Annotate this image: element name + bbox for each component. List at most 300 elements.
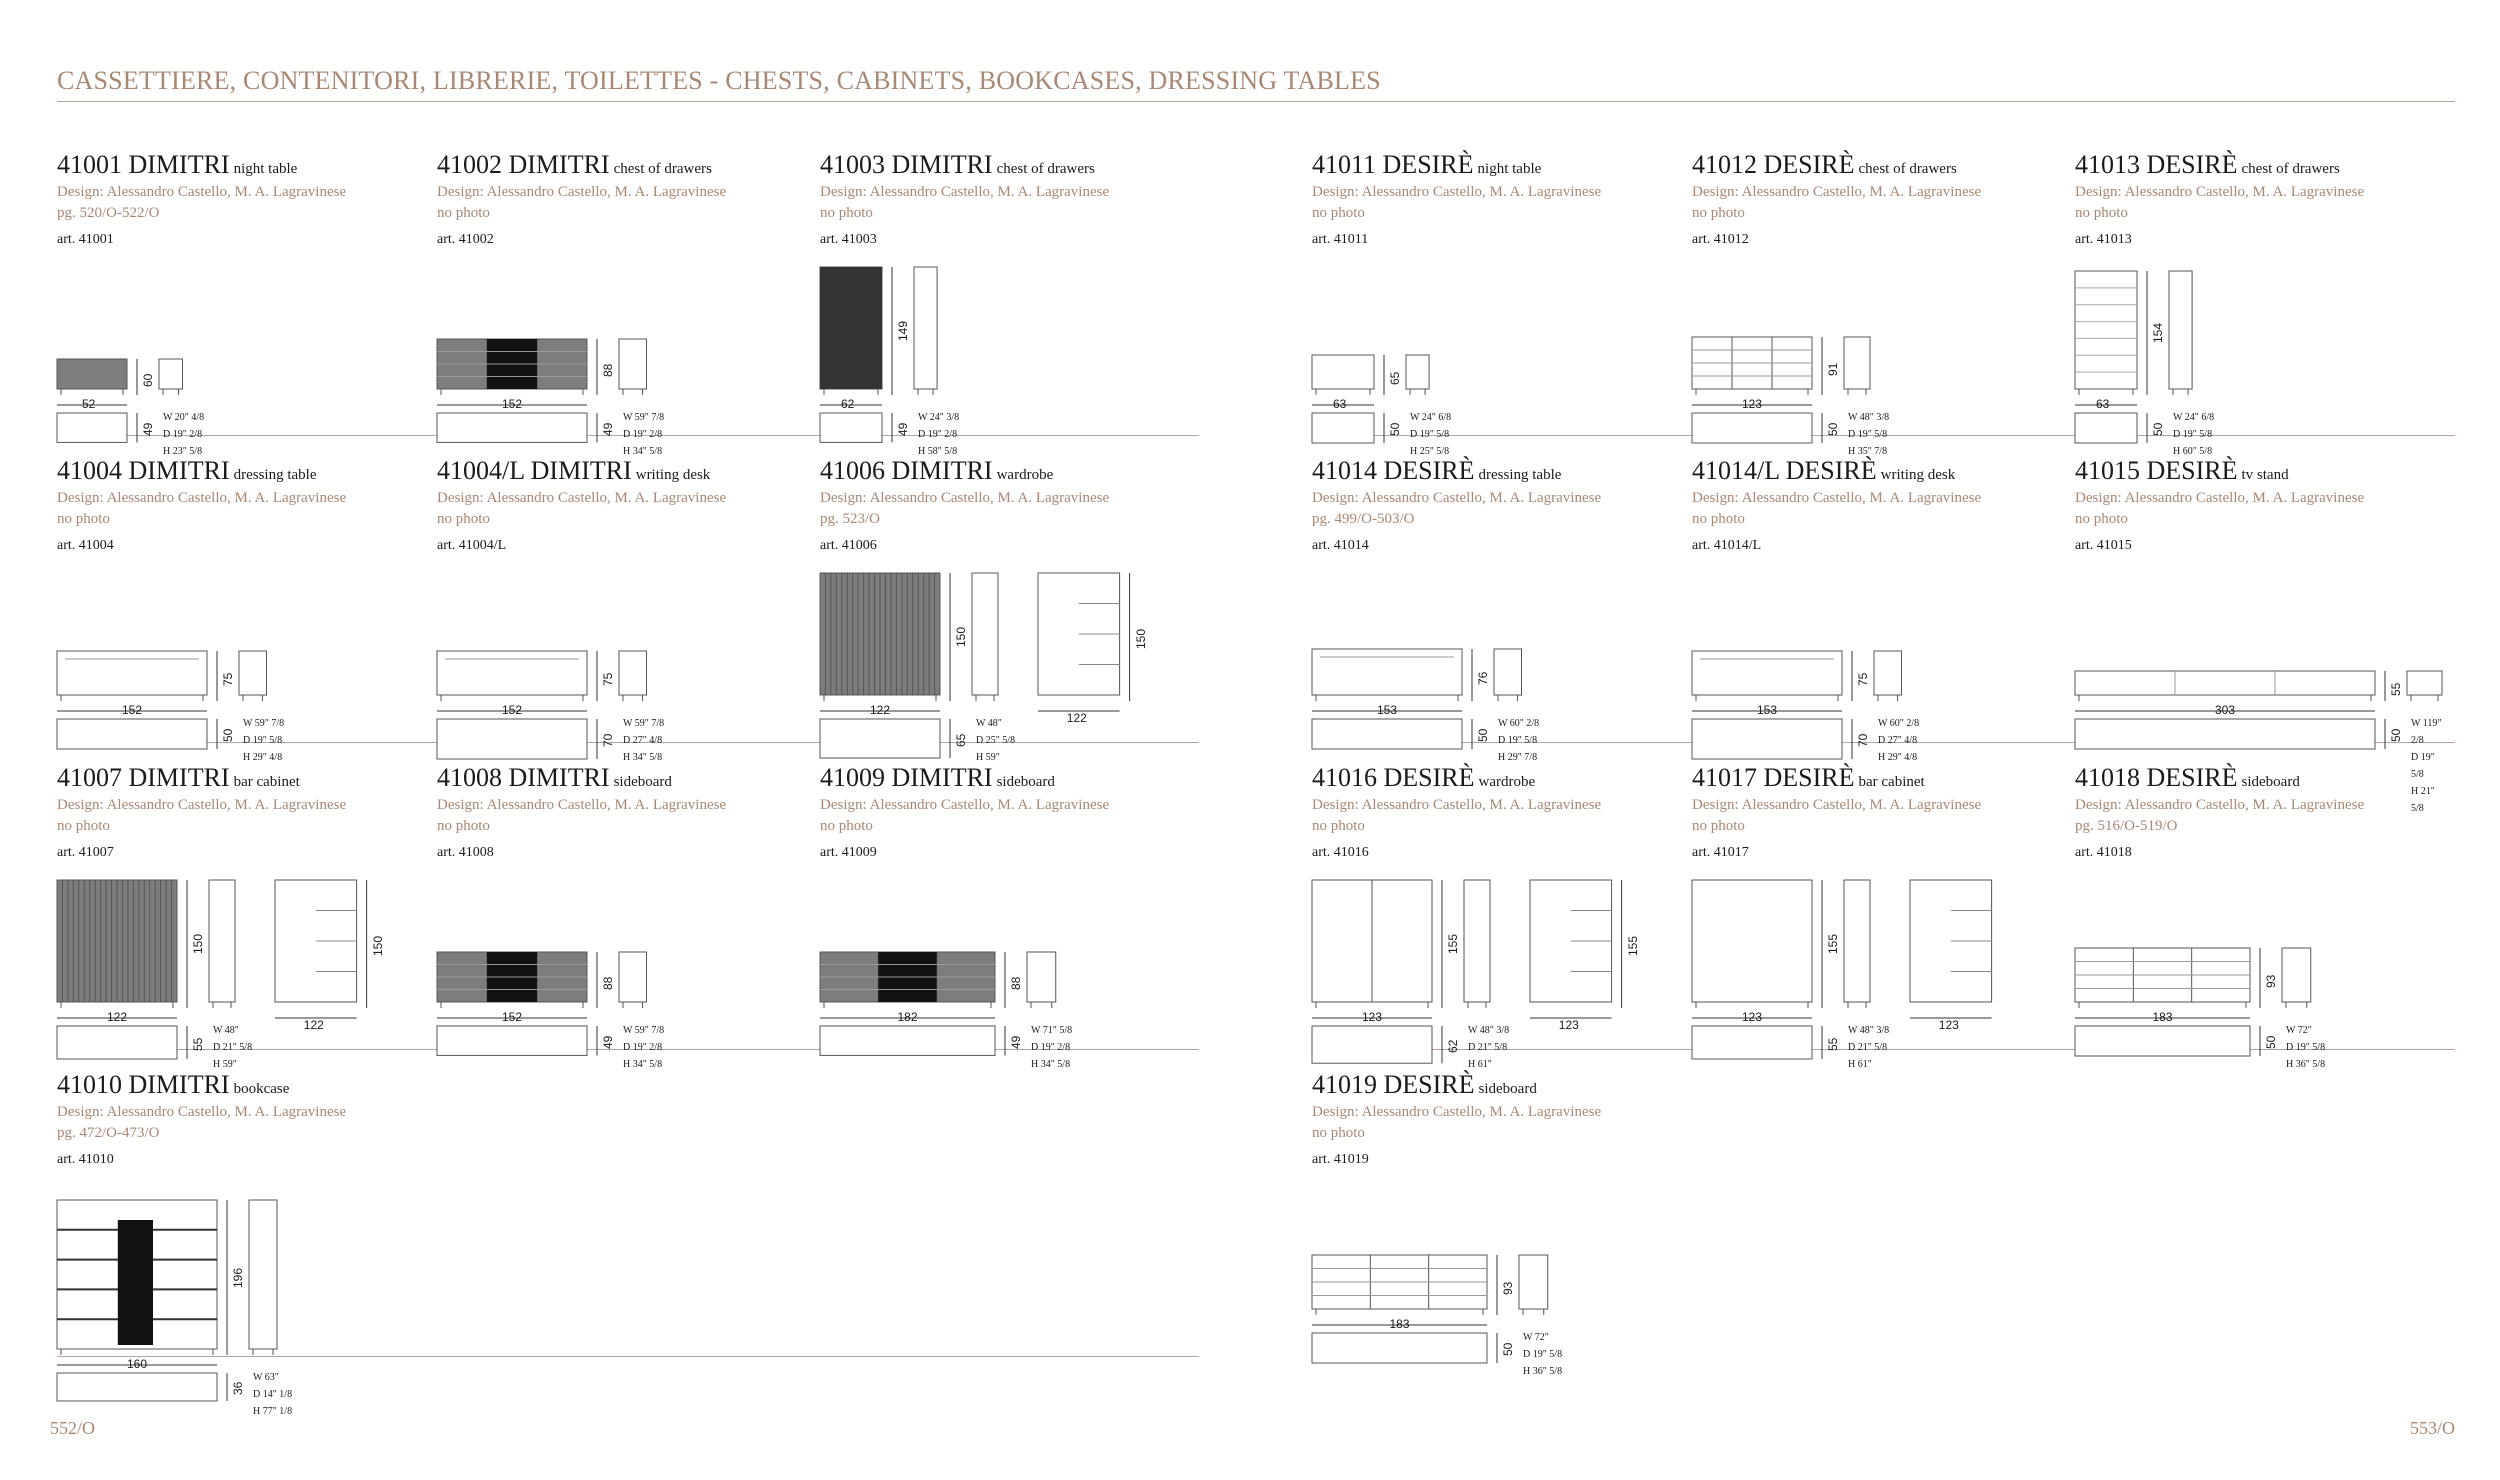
plan-view [820,719,940,758]
product-card [1312,763,1682,1070]
product-card [1312,150,1682,457]
depth-label: 70 [1856,733,1870,747]
inch-dimension-w: W 119" 2/8 [2411,718,2442,746]
depth-label: 49 [601,1035,615,1049]
designer-credit: Design: Alessandro Castello, M. A. Lagravinese [57,1104,347,1120]
height-label: 155 [1826,933,1840,954]
height-label: 150 [191,933,205,954]
inch-dimension-d: D 19" 2/8 [623,1042,663,1053]
photo-reference: pg. 499/O-503/O [1312,511,1415,527]
designer-credit: Design: Alessandro Castello, M. A. Lagravinese [820,184,1110,200]
width-label: 153 [1377,703,1398,717]
width-label: 63 [2096,397,2110,411]
inch-dimension-h: H 59" [213,1059,237,1070]
inch-dimension-w: W 63" [253,1372,279,1383]
front-body [2075,271,2137,389]
side-view [1519,1255,1548,1309]
product-card [2075,150,2445,457]
inch-dimension-h: H 58" 5/8 [918,446,958,457]
height-label: 88 [601,976,615,990]
front-view [57,651,207,701]
product-type: dressing table [233,467,317,483]
inch-dimension-w: W 59" 7/8 [623,718,665,729]
inch-dimension-w: W 72" [2286,1025,2312,1036]
inch-dimension-d: D 19" 5/8 [1410,429,1450,440]
article-number: art. 41013 [2075,232,2132,247]
depth-label: 50 [2264,1035,2278,1049]
designer-credit: Design: Alessandro Castello, M. A. Lagravinese [57,184,347,200]
inch-dimension-d: D 27" 4/8 [623,735,663,746]
inch-dimension-w: W 71" 5/8 [1031,1025,1073,1036]
article-number: art. 41004/L [437,538,507,553]
front-view [2075,271,2137,395]
product-type: bar cabinet [233,774,300,790]
plan-view [2075,413,2137,443]
product-type: bar cabinet [1858,774,1925,790]
product-card [1692,763,2062,1070]
plan-view [437,719,587,759]
article-number: art. 41019 [1312,1152,1369,1167]
inch-dimension-d: D 19" 5/8 [2411,752,2435,780]
height-label: 55 [2389,682,2403,696]
depth-label: 50 [1501,1342,1515,1356]
width-label: 152 [122,703,143,717]
photo-reference: no photo [1312,818,1365,834]
plan-view [2075,1026,2250,1056]
inch-dimension-w: W 59" 7/8 [243,718,285,729]
depth-label: 55 [1826,1037,1840,1051]
height-label: 75 [1856,672,1870,686]
designer-credit: Design: Alessandro Castello, M. A. Lagravinese [820,490,1110,506]
product-code: 41004 DIMITRI [57,456,230,485]
product-type: night table [233,161,298,177]
inch-dimension-h: H 23" 5/8 [163,446,203,457]
inch-dimension-d: D 19" 5/8 [1848,429,1888,440]
inch-dimensions [1848,409,1889,460]
front-view [820,573,940,701]
inch-dimension-h: H 34" 5/8 [623,752,663,763]
front-body [1312,355,1374,389]
width-label: 52 [82,397,96,411]
article-number: art. 41014 [1312,538,1369,553]
width-label: 303 [2215,703,2236,717]
height-label: 155 [1446,933,1460,954]
width-label: 123 [1362,1010,1383,1024]
inch-dimension-w: W 72" [1523,1332,1549,1343]
side-view [619,339,647,389]
product-type: chest of drawers [1858,161,1957,177]
product-code: 41018 DESIRÈ [2075,763,2238,792]
width-label: 183 [2152,1010,2173,1024]
designer-credit: Design: Alessandro Castello, M. A. Lagravinese [57,490,347,506]
photo-reference: no photo [2075,205,2128,221]
plan-view [1312,1333,1487,1363]
inch-dimension-d: D 19" 5/8 [2286,1042,2326,1053]
front-view [1312,880,1432,1008]
width-label: 160 [127,1357,148,1371]
photo-reference: no photo [1692,818,1745,834]
front-view [1312,1255,1487,1315]
inch-dimensions [1523,1329,1562,1380]
inch-dimension-h: H 59" [976,752,1000,763]
inch-dimension-w: W 24" 6/8 [1410,412,1452,423]
product-code: 41011 DESIRÈ [1312,150,1474,179]
photo-reference: no photo [57,511,110,527]
inch-dimension-h: H 34" 5/8 [1031,1059,1071,1070]
product-card [437,763,807,1070]
article-number: art. 41006 [820,538,877,553]
width-label: 122 [107,1010,128,1024]
page-header: CASSETTIERE, CONTENITORI, LIBRERIE, TOILETTES - CHESTS, CABINETS, BOOKCASES, DRESSING TABLES [57,66,1381,95]
product-code: 41006 DIMITRI [820,456,993,485]
side-view [2407,671,2442,695]
front-body [1312,649,1462,695]
height-label: 196 [231,1267,245,1288]
inch-dimension-d: D 19" 5/8 [1498,735,1538,746]
photo-reference: no photo [437,511,490,527]
inch-dimension-h: H 29" 4/8 [1878,752,1918,763]
plan-view [820,1026,995,1055]
width-label: 183 [1389,1317,1410,1331]
product-code: 41019 DESIRÈ [1312,1070,1475,1099]
designer-credit: Design: Alessandro Castello, M. A. Lagravinese [1312,490,1602,506]
inch-dimensions [163,409,204,460]
width-label: 63 [1333,397,1347,411]
width-label: 153 [1757,703,1778,717]
side-view [619,952,647,1002]
product-drawing [2075,150,2455,470]
inch-dimension-h: H 25" 5/8 [1410,446,1450,457]
inch-dimension-w: W 60" 2/8 [1878,718,1920,729]
product-code: 41008 DIMITRI [437,763,610,792]
product-card [1312,1070,1682,1377]
product-card [1692,150,2062,457]
inch-dimension-w: W 48" 3/8 [1848,1025,1890,1036]
inch-dimension-d: D 27" 4/8 [1878,735,1918,746]
depth-label: 49 [1009,1035,1023,1049]
inch-dimension-w: W 60" 2/8 [1498,718,1540,729]
product-drawing [820,150,1200,470]
article-number: art. 41001 [57,232,114,247]
product-code: 41015 DESIRÈ [2075,456,2238,485]
inch-dimension-d: D 21" 5/8 [213,1042,253,1053]
photo-reference: no photo [1692,511,1745,527]
width-label: 152 [502,397,523,411]
product-code: 41017 DESIRÈ [1692,763,1855,792]
inch-dimension-w: W 24" 6/8 [2173,412,2215,423]
depth-label: 50 [221,728,235,742]
plan-view [1692,413,1812,443]
side-view [209,880,235,1002]
inch-dimension-w: W 48" [976,718,1002,729]
depth-label: 50 [1476,728,1490,742]
inch-dimension-h: H 34" 5/8 [623,446,663,457]
inch-dimension-h: H 36" 5/8 [1523,1366,1563,1377]
plan-view [437,413,587,442]
front-view [437,339,587,395]
article-number: art. 41008 [437,845,494,860]
inch-dimensions [976,715,1015,766]
product-card [820,456,1190,763]
inch-dimensions [243,715,284,766]
inch-dimension-d: D 19" 2/8 [623,429,663,440]
inch-dimension-h: H 29" 4/8 [243,752,283,763]
photo-reference: no photo [820,818,873,834]
height-label: 149 [896,320,910,341]
side-view [239,651,267,695]
inch-dimensions [918,409,959,460]
inch-dimension-d: D 19" 5/8 [2173,429,2213,440]
product-type: chest of drawers [2241,161,2340,177]
product-card [820,763,1190,1070]
side-view [1874,651,1902,695]
front-view [820,952,995,1008]
product-card [57,456,427,763]
width-label: 122 [870,703,891,717]
article-number: art. 41004 [57,538,114,553]
depth-label: 65 [954,733,968,747]
inch-dimensions [1878,715,1919,766]
product-type: wardrobe [1478,774,1536,790]
inch-dimensions [2173,409,2214,460]
designer-credit: Design: Alessandro Castello, M. A. Lagravinese [1312,184,1602,200]
front-view [57,359,127,395]
article-number: art. 41010 [57,1152,114,1167]
product-code: 41009 DIMITRI [820,763,993,792]
front-body [2075,671,2375,695]
inch-dimension-h: H 61" [1848,1059,1872,1070]
inch-dimension-d: D 14" 1/8 [253,1389,293,1400]
product-type: bookcase [233,1081,290,1097]
article-number: art. 41011 [1312,232,1369,247]
product-code: 41012 DESIRÈ [1692,150,1855,179]
photo-reference: pg. 472/O-473/O [57,1125,160,1141]
interior-width-label: 122 [303,1018,324,1032]
inch-dimension-d: D 19" 5/8 [243,735,283,746]
photo-reference: pg. 523/O [820,511,880,527]
front-body [57,651,207,695]
article-number: art. 41016 [1312,845,1369,860]
designer-credit: Design: Alessandro Castello, M. A. Lagravinese [2075,184,2365,200]
product-type: sideboard [996,774,1055,790]
product-type: dressing table [1478,467,1562,483]
designer-credit: Design: Alessandro Castello, M. A. Lagravinese [2075,797,2365,813]
depth-label: 49 [896,422,910,436]
width-label: 182 [897,1010,918,1024]
designer-credit: Design: Alessandro Castello, M. A. Lagravinese [1692,184,1982,200]
front-view [2075,671,2375,701]
inch-dimensions [2286,1022,2325,1073]
depth-label: 49 [141,422,155,436]
inch-dimension-d: D 19" 2/8 [163,429,203,440]
width-label: 123 [1742,397,1763,411]
front-view [1692,651,1842,701]
plan-view [1312,413,1374,443]
inch-dimension-d: D 19" 2/8 [918,429,958,440]
article-number: art. 41012 [1692,232,1749,247]
product-code: 41014/L DESIRÈ [1692,456,1877,485]
side-view [1844,880,1870,1002]
height-label: 154 [2151,322,2165,343]
plan-view [820,413,882,442]
inch-dimension-w: W 48" 3/8 [1468,1025,1510,1036]
article-number: art. 41014/L [1692,538,1762,553]
designer-credit: Design: Alessandro Castello, M. A. Lagravinese [437,490,727,506]
product-code: 41007 DIMITRI [57,763,230,792]
inch-dimensions [1410,409,1451,460]
inch-dimension-h: H 35" 7/8 [1848,446,1888,457]
product-code: 41001 DIMITRI [57,150,230,179]
product-drawing [1312,150,1692,470]
height-label: 93 [2264,974,2278,988]
inch-dimensions [213,1022,252,1073]
plan-view [57,719,207,749]
plan-view [1692,1026,1812,1059]
front-view [57,880,177,1008]
interior-height-label: 150 [370,935,385,956]
front-view [2075,948,2250,1008]
height-label: 88 [1009,976,1023,990]
front-body [57,359,127,389]
inch-dimension-w: W 20" 4/8 [163,412,205,423]
side-view [159,359,183,389]
designer-credit: Design: Alessandro Castello, M. A. Lagravinese [57,797,347,813]
product-code: 41004/L DIMITRI [437,456,632,485]
product-type: night table [1477,161,1542,177]
photo-reference: no photo [57,818,110,834]
article-number: art. 41015 [2075,538,2132,553]
side-view [249,1200,277,1349]
product-type: sideboard [1478,1081,1537,1097]
depth-label: 62 [1446,1039,1460,1053]
width-label: 123 [1742,1010,1763,1024]
front-view [437,952,587,1008]
side-view [1494,649,1522,695]
side-view [914,267,937,389]
page-number-right: 553/O [2410,1418,2455,1438]
interior-height-label: 150 [1133,628,1148,649]
product-type: writing desk [1880,467,1956,483]
inch-dimensions [1498,715,1539,766]
photo-reference: no photo [820,205,873,221]
product-code: 41013 DESIRÈ [2075,150,2238,179]
inch-dimensions [1031,1022,1072,1073]
depth-label: 50 [1388,422,1402,436]
product-type: sideboard [2241,774,2300,790]
height-label: 93 [1501,1281,1515,1295]
depth-label: 49 [601,422,615,436]
product-type: writing desk [635,467,711,483]
side-view [2169,271,2192,389]
product-code: 41016 DESIRÈ [1312,763,1475,792]
product-code: 41002 DIMITRI [437,150,610,179]
product-card [820,150,1190,457]
plan-view [1312,719,1462,749]
product-card [57,150,427,457]
inch-dimension-d: D 21" 5/8 [1468,1042,1508,1053]
front-view [1312,649,1462,701]
width-label: 152 [502,1010,523,1024]
product-code: 41010 DIMITRI [57,1070,230,1099]
product-card [57,1070,427,1417]
photo-reference: no photo [1312,1125,1365,1141]
article-number: art. 41003 [820,232,877,247]
product-code: 41003 DIMITRI [820,150,993,179]
height-label: 91 [1826,362,1840,376]
designer-credit: Design: Alessandro Castello, M. A. Lagravinese [437,797,727,813]
height-label: 150 [954,626,968,647]
height-label: 88 [601,363,615,377]
inch-dimension-h: H 34" 5/8 [623,1059,663,1070]
front-view [1692,880,1812,1008]
product-card [1312,456,1682,763]
depth-label: 36 [231,1381,245,1395]
front-view [57,1200,217,1355]
designer-credit: Design: Alessandro Castello, M. A. Lagravinese [2075,490,2365,506]
front-view [1692,337,1812,395]
photo-reference: pg. 516/O-519/O [2075,818,2178,834]
dark-body [820,267,882,389]
depth-label: 50 [1826,422,1840,436]
depth-label: 50 [2389,728,2403,742]
inch-dimension-d: D 19" 5/8 [1523,1349,1563,1360]
inch-dimensions [623,715,664,766]
product-card [2075,763,2445,1070]
photo-reference: pg. 520/O-522/O [57,205,160,221]
plan-view [1692,719,1842,759]
inch-dimensions [623,1022,664,1073]
inch-dimension-h: H 29" 7/8 [1498,752,1538,763]
article-number: art. 41002 [437,232,494,247]
depth-label: 55 [191,1037,205,1051]
designer-credit: Design: Alessandro Castello, M. A. Lagravinese [1312,797,1602,813]
height-label: 60 [141,373,155,387]
article-number: art. 41007 [57,845,114,860]
side-view [2282,948,2311,1002]
plan-view [1312,1026,1432,1063]
interior-width-label: 123 [1938,1018,1959,1032]
interior-width-label: 122 [1066,711,1087,725]
photo-reference: no photo [437,205,490,221]
side-view [1027,952,1056,1002]
header-divider [57,101,2455,102]
designer-credit: Design: Alessandro Castello, M. A. Lagravinese [820,797,1110,813]
side-view [972,573,998,695]
interior-width-label: 123 [1558,1018,1579,1032]
inch-dimensions [253,1369,292,1420]
designer-credit: Design: Alessandro Castello, M. A. Lagravinese [1692,797,1982,813]
front-view [820,267,882,395]
page-number-left: 552/O [50,1418,95,1438]
inch-dimension-d: D 25" 5/8 [976,735,1016,746]
inch-dimension-w: W 59" 7/8 [623,412,665,423]
inch-dimension-d: D 21" 5/8 [1848,1042,1888,1053]
width-label: 62 [841,397,855,411]
height-label: 76 [1476,671,1490,685]
article-number: art. 41018 [2075,845,2132,860]
side-view [1844,337,1870,389]
height-label: 75 [221,672,235,686]
inch-dimension-d: D 19" 2/8 [1031,1042,1071,1053]
interior-height-label: 155 [1625,935,1640,956]
inch-dimension-w: W 59" 7/8 [623,1025,665,1036]
side-view [1464,880,1490,1002]
product-code: 41014 DESIRÈ [1312,456,1475,485]
front-body [1692,651,1842,695]
height-label: 75 [601,672,615,686]
plan-view [437,1026,587,1055]
photo-reference: no photo [1312,205,1365,221]
